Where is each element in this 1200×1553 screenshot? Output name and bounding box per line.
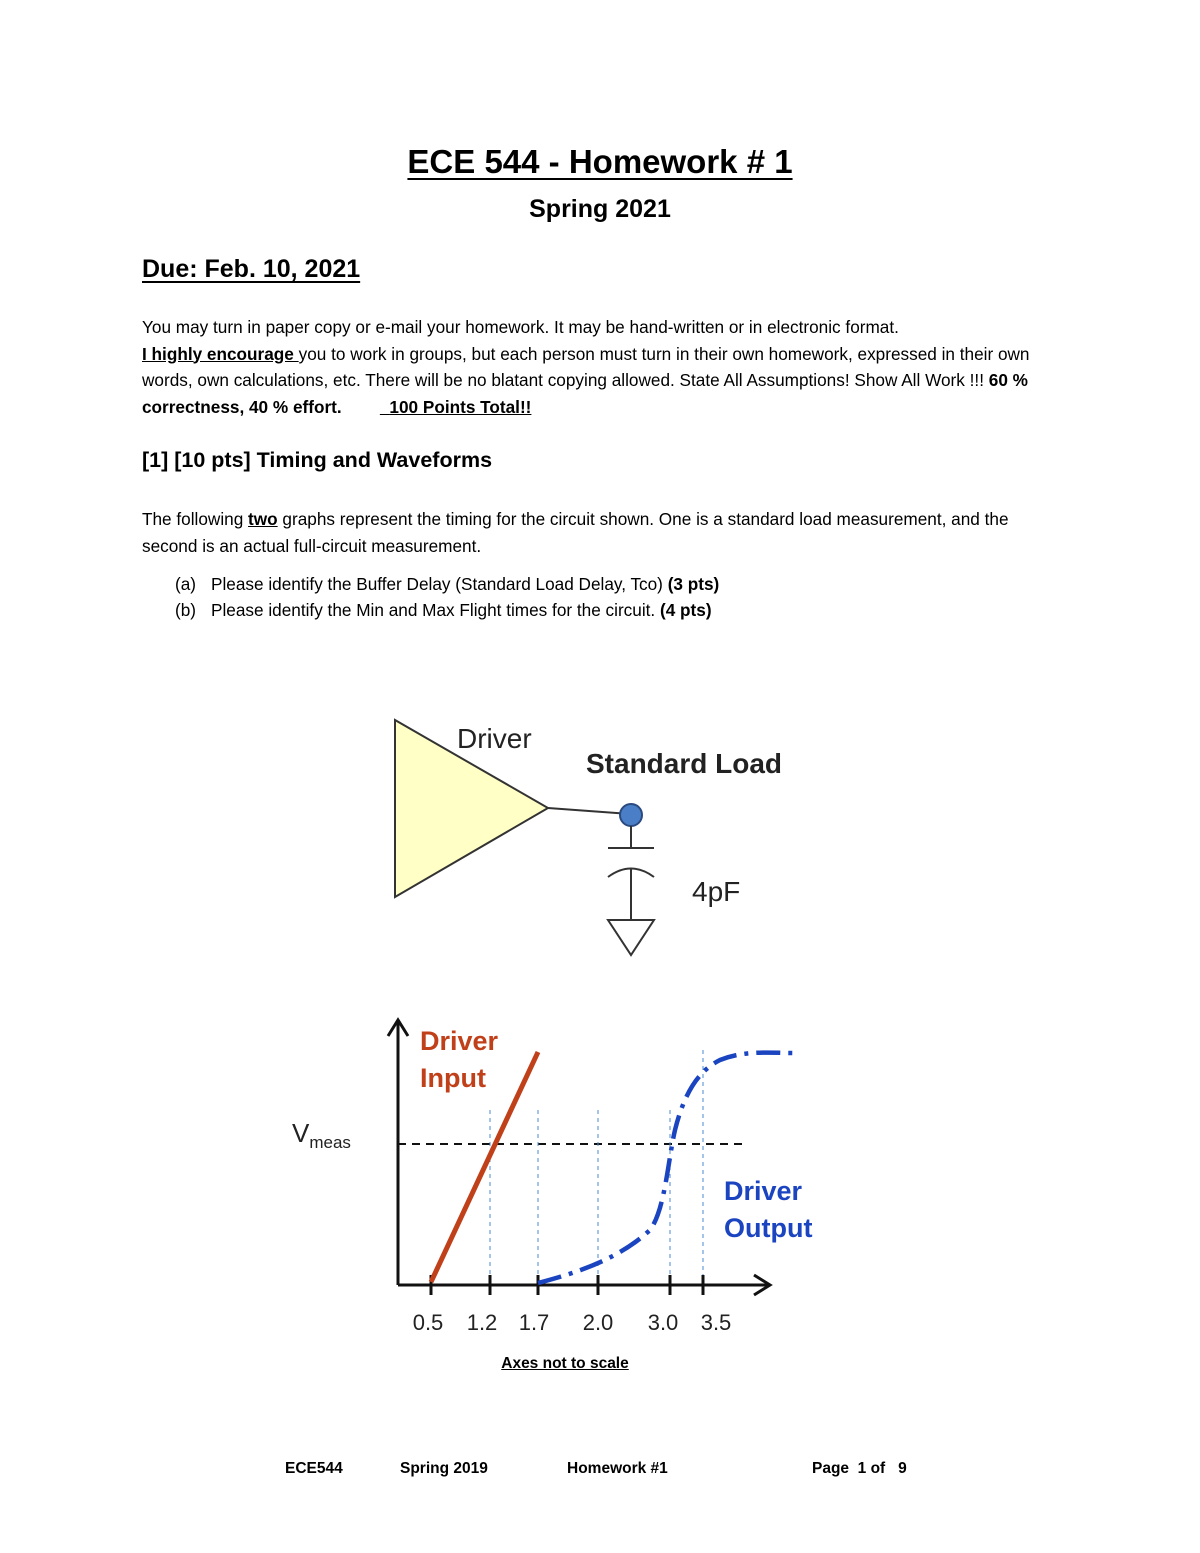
instructions-line2: you to work in groups, but each person must turn in their own homework, expressed in their own words, own calculations, etc. There will be no blatant copying allowed. State All Assumptions! Show All Work !!!	[142, 343, 1030, 390]
problem1-item-b: (b) Please identify the Min and Max Flight times for the circuit. (4 pts)	[175, 600, 712, 620]
y-axis-label: $V_{meas}$	[292, 1118, 351, 1152]
circuit-diagram	[380, 705, 820, 975]
encourage-text: I highly encourage	[142, 343, 299, 364]
series-label-output-line1: Driver	[724, 1176, 803, 1206]
grading-text: 60 % correctness, 40 % effort.	[142, 370, 1028, 417]
problem1-heading: [1] [10 pts] Timing and Waveforms	[142, 448, 493, 472]
footer-course: ECE544	[285, 1460, 343, 1477]
problem1-intro: The following two graphs represent the timing for the circuit shown. One is a standard load measurement, and the second is an actual full-circuit measurement.	[142, 509, 1009, 556]
footer-homework: Homework #1	[567, 1460, 668, 1477]
x-tick-label: 1.2	[466, 1310, 498, 1330]
footer-term: Spring 2019	[400, 1460, 488, 1477]
instructions-body	[142, 341, 1072, 421]
chart-note: Axes not to scale	[501, 1355, 629, 1372]
driver-label: Driver	[457, 723, 532, 754]
footer-page-number: Page 1 of 9	[812, 1460, 907, 1477]
timing-chart	[280, 1010, 840, 1330]
problem1-item-a: (a) Please identify the Buffer Delay (Standard Load Delay, Tco) (3 pts)	[175, 574, 720, 594]
instructions-paragraph	[142, 314, 1072, 420]
x-tick-label: 0.5	[412, 1310, 444, 1330]
ground-icon	[608, 920, 654, 955]
due-date: Due: Feb. 10, 2021	[142, 255, 361, 283]
x-tick-label: 1.7	[518, 1310, 550, 1330]
series-label-input-line2: Input	[420, 1063, 486, 1093]
instructions-line1: You may turn in paper copy or e-mail your homework. It may be hand-written or in electronic format.	[142, 317, 899, 337]
standard-load-label: Standard Load	[586, 748, 783, 779]
x-tick-label: 2.0	[582, 1310, 614, 1330]
series-label-output-line2: Output	[724, 1213, 813, 1243]
x-tick-label: 3.0	[647, 1310, 679, 1330]
page-title: ECE 544 - Homework # 1	[407, 143, 793, 180]
series-label-input-line1: Driver	[420, 1026, 499, 1056]
series-driver-output	[538, 1053, 795, 1283]
driver-output-wire	[548, 808, 630, 814]
emphasis-two: two	[248, 509, 278, 529]
load-node	[620, 804, 642, 826]
x-tick-label: 3.5	[700, 1310, 732, 1330]
page-subtitle: Spring 2021	[529, 195, 671, 223]
total-points: 100 Points Total!!	[389, 396, 532, 417]
capacitance-label: 4pF	[692, 876, 741, 907]
